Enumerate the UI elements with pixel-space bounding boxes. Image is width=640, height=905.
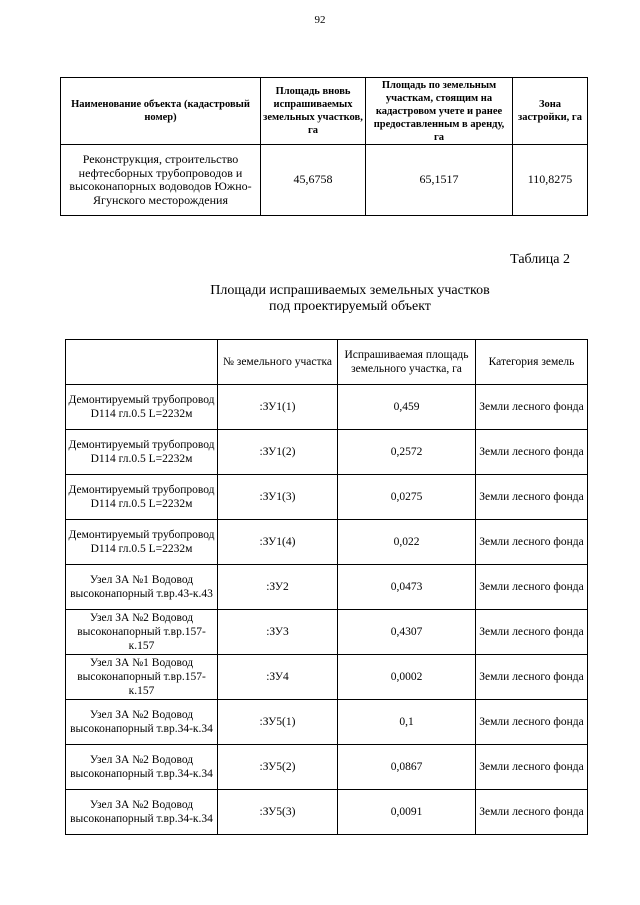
plot-number-cell: :ЗУ5(1): [218, 700, 338, 745]
registered-area-cell: 65,1517: [366, 145, 513, 216]
table-row: [66, 745, 588, 790]
table1-header-cell: Площадь по земельным участкам, стоящим на кадастровом учете и ранее предоставленным в аренду, га: [366, 78, 513, 145]
object-cell: Демонтируемый трубопровод D114 гл.0.5 L=2232м: [66, 430, 218, 475]
plot-area-cell: 0,0473: [338, 565, 476, 610]
table-row: [61, 145, 588, 216]
land-category-cell: Земли лесного фонда: [476, 430, 588, 475]
object-cell: Демонтируемый трубопровод D114 гл.0.5 L=2232м: [66, 520, 218, 565]
plot-number-cell: :ЗУ1(4): [218, 520, 338, 565]
plot-number-cell: :ЗУ5(3): [218, 790, 338, 835]
table2-header-cell: [66, 340, 218, 385]
table-row: [66, 475, 588, 520]
object-cell: Демонтируемый трубопровод D114 гл.0.5 L=2232м: [66, 475, 218, 520]
table-row: [66, 700, 588, 745]
table2-header-row: [66, 340, 588, 385]
plot-area-cell: 0,2572: [338, 430, 476, 475]
table-row: [66, 655, 588, 700]
object-cell: Узел ЗА №1 Водовод высоконапорный т.вр.157-к.157: [66, 655, 218, 700]
table-row: [66, 520, 588, 565]
table-row: [66, 385, 588, 430]
table2-header-cell: Категория земель: [476, 340, 588, 385]
land-category-cell: Земли лесного фонда: [476, 610, 588, 655]
land-category-cell: Земли лесного фонда: [476, 790, 588, 835]
object-cell: Узел ЗА №1 Водовод высоконапорный т.вр.43-к.43: [66, 565, 218, 610]
land-category-cell: Земли лесного фонда: [476, 745, 588, 790]
table-title: [120, 283, 580, 315]
plot-number-cell: :ЗУ4: [218, 655, 338, 700]
table-row: [66, 790, 588, 835]
object-cell: Узел ЗА №2 Водовод высоконапорный т.вр.34-к.34: [66, 700, 218, 745]
object-cell: Узел ЗА №2 Водовод высоконапорный т.вр.34-к.34: [66, 745, 218, 790]
land-plots-table: [65, 339, 588, 835]
plot-area-cell: 0,4307: [338, 610, 476, 655]
land-category-cell: Земли лесного фонда: [476, 565, 588, 610]
plot-number-cell: :ЗУ2: [218, 565, 338, 610]
table1-header-row: [61, 78, 588, 145]
object-cell: Демонтируемый трубопровод D114 гл.0.5 L=2232м: [66, 385, 218, 430]
plot-number-cell: :ЗУ1(2): [218, 430, 338, 475]
plot-area-cell: 0,1: [338, 700, 476, 745]
land-category-cell: Земли лесного фонда: [476, 520, 588, 565]
object-cell: Узел ЗА №2 Водовод высоконапорный т.вр.157-к.157: [66, 610, 218, 655]
table-caption: Таблица 2: [510, 252, 570, 267]
land-category-cell: Земли лесного фонда: [476, 385, 588, 430]
plot-area-cell: 0,0002: [338, 655, 476, 700]
plot-number-cell: :ЗУ3: [218, 610, 338, 655]
table2-header-cell: № земельного участка: [218, 340, 338, 385]
building-zone-cell: 110,8275: [513, 145, 588, 216]
plot-area-cell: 0,0867: [338, 745, 476, 790]
object-name-cell: Реконструкция, строительство нефтесборных трубопроводов и высоконапорных водоводов Южно-Ягунского месторождения: [61, 145, 261, 216]
table-title-line: Площади испрашиваемых земельных участков: [210, 283, 490, 298]
plot-area-cell: 0,022: [338, 520, 476, 565]
table1-header-cell: Зона застройки, га: [513, 78, 588, 145]
table1-header-cell: Площадь вновь испрашиваемых земельных участков, га: [261, 78, 366, 145]
table-row: [66, 565, 588, 610]
object-cell: Узел ЗА №2 Водовод высоконапорный т.вр.34-к.34: [66, 790, 218, 835]
plot-area-cell: 0,459: [338, 385, 476, 430]
new-area-cell: 45,6758: [261, 145, 366, 216]
table1-header-cell: Наименование объекта (кадастровый номер): [61, 78, 261, 145]
plot-number-cell: :ЗУ5(2): [218, 745, 338, 790]
objects-area-table: [60, 77, 588, 216]
plot-number-cell: :ЗУ1(1): [218, 385, 338, 430]
plot-area-cell: 0,0091: [338, 790, 476, 835]
table-row: [66, 610, 588, 655]
table-title-line: под проектируемый объект: [269, 299, 431, 314]
land-category-cell: Земли лесного фонда: [476, 475, 588, 520]
table2-header-cell: Испрашиваемая площадь земельного участка, га: [338, 340, 476, 385]
plot-number-cell: :ЗУ1(3): [218, 475, 338, 520]
table-row: [66, 430, 588, 475]
land-category-cell: Земли лесного фонда: [476, 700, 588, 745]
plot-area-cell: 0,0275: [338, 475, 476, 520]
page-number: 92: [314, 14, 326, 26]
land-category-cell: Земли лесного фонда: [476, 655, 588, 700]
